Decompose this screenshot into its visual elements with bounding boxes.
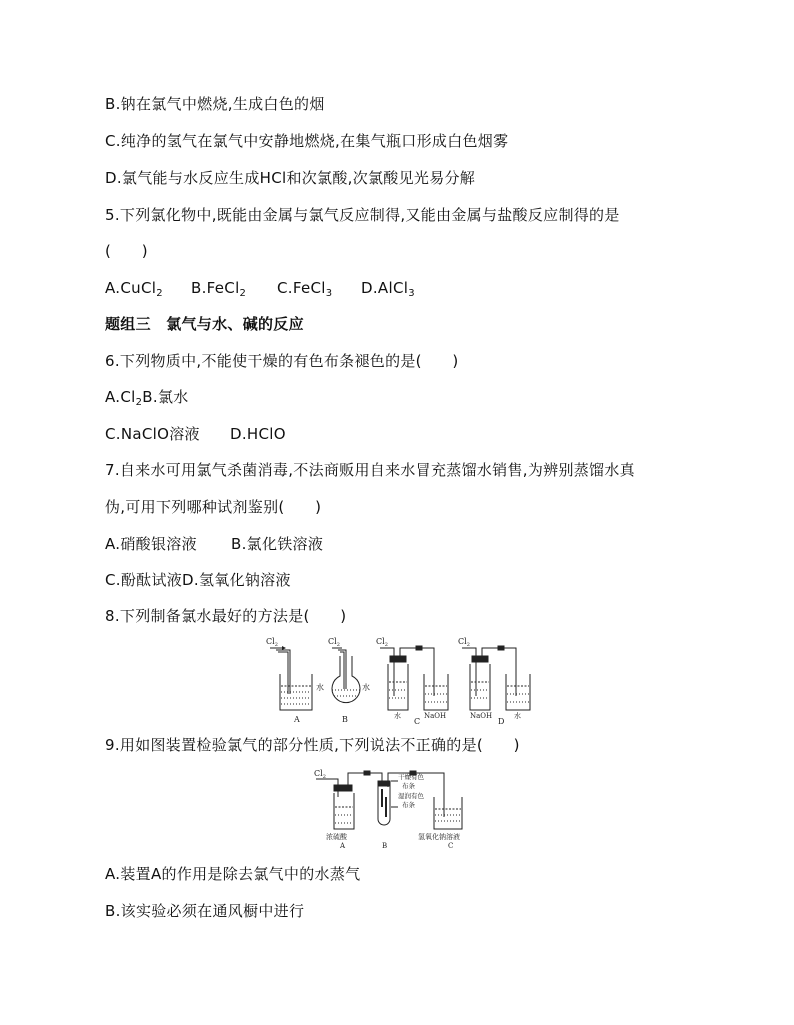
apparatus-a — [326, 785, 354, 849]
option-line: C.纯净的氢气在氯气中安静地燃烧,在集气瓶口形成白色烟雾 — [105, 132, 509, 150]
option-b: B.氯水 — [142, 388, 189, 406]
option-a: A.硝酸银溶液 — [105, 535, 197, 553]
svg-text:A: A — [294, 715, 300, 724]
question-9: 9.用如图装置检验氯气的部分性质,下列说法不正确的是( ) — [105, 736, 520, 754]
option-line: D.氯气能与水反应生成HCl和次氯酸,次氯酸见光易分解 — [105, 169, 476, 187]
section-heading: 题组三 氯气与水、碱的反应 — [105, 315, 304, 333]
question-6-options-cd — [105, 424, 286, 444]
svg-text:NaOH: NaOH — [470, 712, 493, 720]
svg-text:布条: 布条 — [402, 801, 415, 809]
option-c: C.NaClO溶液 — [105, 425, 200, 443]
option-a: A.CuCl$_2$ — [105, 279, 163, 299]
answer-paren: ( ) — [105, 242, 148, 260]
svg-text:湿润有色: 湿润有色 — [398, 792, 424, 800]
svg-text:C: C — [448, 842, 454, 849]
svg-text:C: C — [414, 717, 421, 724]
svg-text:B: B — [382, 842, 388, 849]
svg-text:A: A — [340, 842, 346, 849]
apparatus-a — [266, 637, 324, 724]
svg-text:Cl2: $Cl_2$ — [314, 769, 326, 780]
svg-text:水: 水 — [362, 683, 370, 692]
question-8: 8.下列制备氯水最好的方法是( ) — [105, 607, 347, 625]
question-8-figure — [262, 634, 542, 724]
question-7-options-cd — [105, 570, 291, 590]
svg-text:Cl2: $Cl_2$ — [328, 637, 340, 648]
apparatus-c — [376, 637, 448, 724]
option-b: B.FeCl$_2$ — [191, 279, 247, 299]
question-9-option-a: A.装置A的作用是除去氯气中的水蒸气 — [105, 865, 361, 883]
svg-text:Cl2: $Cl_2$ — [266, 637, 278, 648]
svg-text:水: 水 — [514, 712, 521, 720]
apparatus-d — [458, 637, 530, 724]
question-5: 5.下列氯化物中,既能由金属与氯气反应制得,又能由金属与盐酸反应制得的是 — [105, 206, 620, 224]
question-5-options — [105, 278, 415, 298]
svg-text:Cl2: $Cl_2$ — [458, 637, 470, 648]
question-7-line1: 7.自来水可用氯气杀菌消毒,不法商贩用自来水冒充蒸馏水销售,为辨别蒸馏水真 — [105, 461, 635, 479]
apparatus-b — [328, 637, 370, 724]
question-6-options-ab — [105, 387, 189, 407]
svg-text:氢氧化钠溶液: 氢氧化钠溶液 — [418, 833, 460, 841]
option-c: C.酚酞试液 — [105, 571, 183, 589]
svg-text:NaOH: NaOH — [424, 712, 447, 720]
svg-text:D: D — [498, 717, 505, 724]
option-line: B.钠在氯气中燃烧,生成白色的烟 — [105, 95, 325, 113]
question-7-line2: 伪,可用下列哪种试剂鉴别( ) — [105, 498, 322, 516]
svg-text:水: 水 — [394, 712, 401, 720]
apparatus-c — [418, 797, 462, 849]
option-d: D.氢氧化钠溶液 — [182, 571, 291, 589]
svg-text:布条: 布条 — [402, 782, 415, 790]
option-c: C.FeCl$_3$ — [277, 279, 333, 299]
svg-text:Cl2: $Cl_2$ — [376, 637, 388, 648]
svg-text:水: 水 — [316, 683, 324, 692]
question-9-figure — [312, 767, 482, 849]
option-d: D.HClO — [230, 425, 286, 443]
option-d: D.AlCl$_3$ — [361, 279, 415, 299]
option-a: $A.Cl_2$ — [105, 388, 143, 408]
svg-text:浓硫酸: 浓硫酸 — [326, 833, 347, 841]
question-6: 6.下列物质中,不能使干燥的有色布条褪色的是( ) — [105, 352, 459, 370]
question-9-option-b: B.该实验必须在通风橱中进行 — [105, 902, 305, 920]
svg-text:干燥有色: 干燥有色 — [398, 773, 424, 781]
svg-text:B: B — [342, 715, 348, 724]
question-7-options-ab — [105, 534, 323, 554]
option-b: B.氯化铁溶液 — [231, 535, 324, 553]
